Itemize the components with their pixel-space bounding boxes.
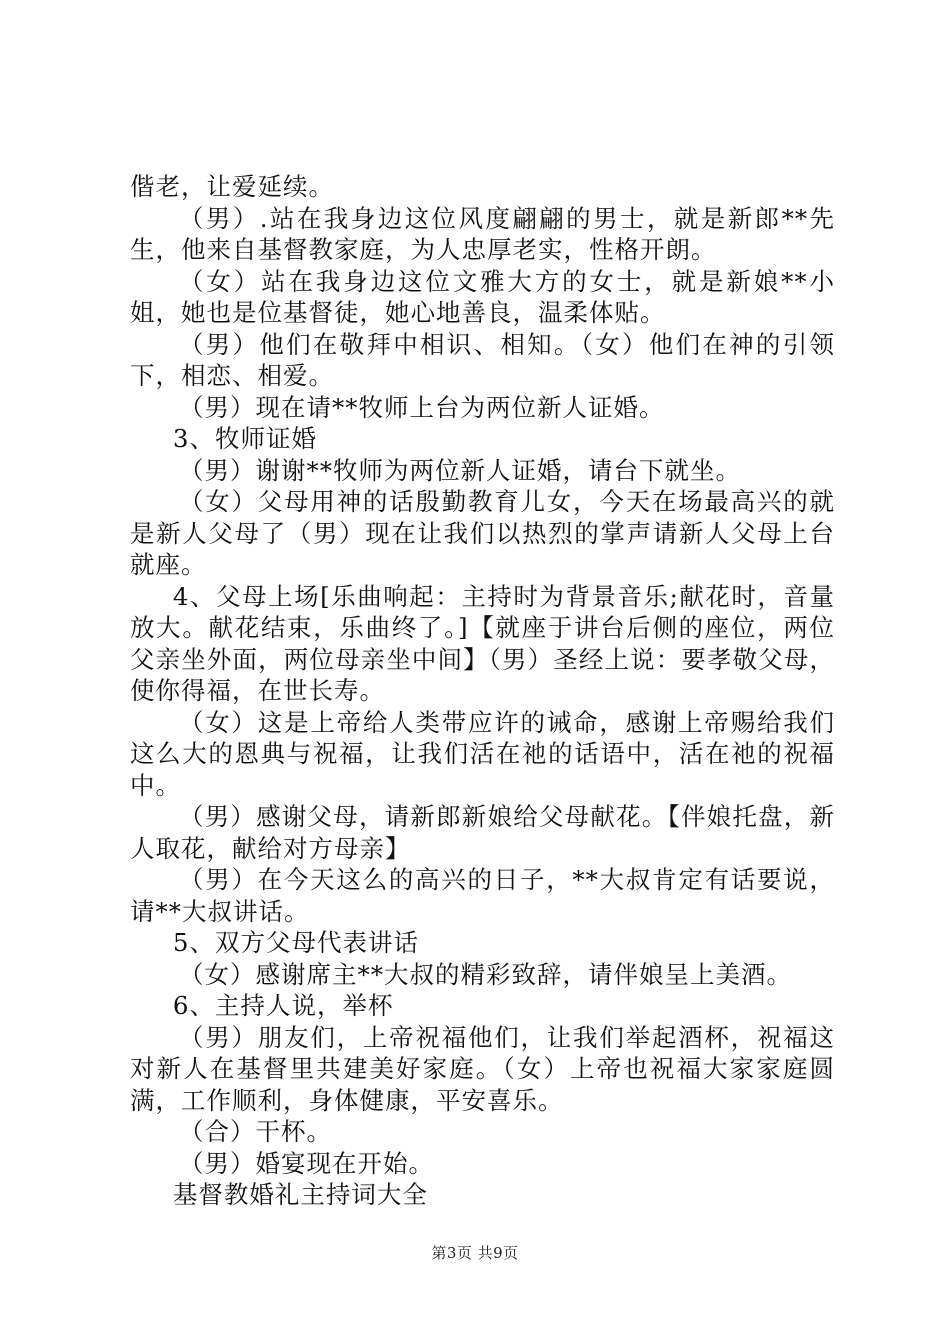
section-heading: 6、主持人说，举杯 — [172, 991, 394, 1020]
paragraph: （女）父母用神的话殷勤教育儿女，今天在场最高兴的就是新人父母了（男）现在让我们以热烈的掌声请新人父母上台就座。 — [130, 487, 835, 579]
paragraph: （男）感谢父母，请新郎新娘给父母献花。【伴娘托盘，新人取花，献给对方母亲】 — [130, 802, 835, 863]
document-body — [130, 171, 835, 1211]
section-heading: 3、牧师证婚 — [172, 424, 317, 453]
paragraph: （男）朋友们，上帝祝福他们，让我们举起酒杯，祝福这对新人在基督里共建美好家庭。（女）上帝也祝福大家家庭圆满，工作顺利，身体健康，平安喜乐。 — [130, 1022, 835, 1115]
paragraph: （女）感谢席主**大叔的精彩致辞，请伴娘呈上美酒。 — [179, 959, 792, 989]
paragraph: （女）站在我身边这位文雅大方的女士，就是新娘**小姐，她也是位基督徒，她心地善良，温柔体贴。 — [130, 266, 835, 327]
page-footer: 第3页 共9页 — [431, 1244, 519, 1262]
paragraph: （男）现在请**牧师上台为两位新人证婚。 — [179, 392, 665, 422]
paragraph: （女）这是上帝给人类带应许的诫命，感谢上帝赐给我们这么大的恩典与祝福，让我们活在祂的话语中，活在祂的祝福中。 — [130, 707, 835, 800]
paragraph: （男）谢谢**牧师为两位新人证婚，请台下就坐。 — [179, 455, 741, 485]
section-heading: 基督教婚礼主持词大全 — [172, 1180, 428, 1209]
paragraph: （男）他们在敬拜中相识、相知。（女）他们在神的引领下，相恋、相爱。 — [130, 329, 835, 390]
section-heading: 4、父母上场[乐曲响起：主持时为背景音乐;献花时，音量放大。献花结束，乐曲终了。]【就座于讲台后侧的座位，两位父亲坐外面，两位母亲坐中间】（男）圣经上说：要孝敬父母，使你得福，在世长寿。 — [130, 581, 835, 705]
section-heading: 5、双方父母代表讲话 — [172, 928, 419, 957]
paragraph: （男）在今天这么的高兴的日子，**大叔肯定有话要说，请**大叔讲话。 — [130, 865, 835, 926]
paragraph: （合）干杯。 — [179, 1117, 332, 1146]
paragraph: （男）.站在我身边这位风度翩翩的男士，就是新郎**先生，他来自基督教家庭，为人忠厚老实，性格开朗。 — [130, 203, 835, 264]
paragraph: （男）婚宴现在开始。 — [179, 1148, 434, 1178]
paragraph: 偕老，让爱延续。 — [130, 172, 334, 201]
